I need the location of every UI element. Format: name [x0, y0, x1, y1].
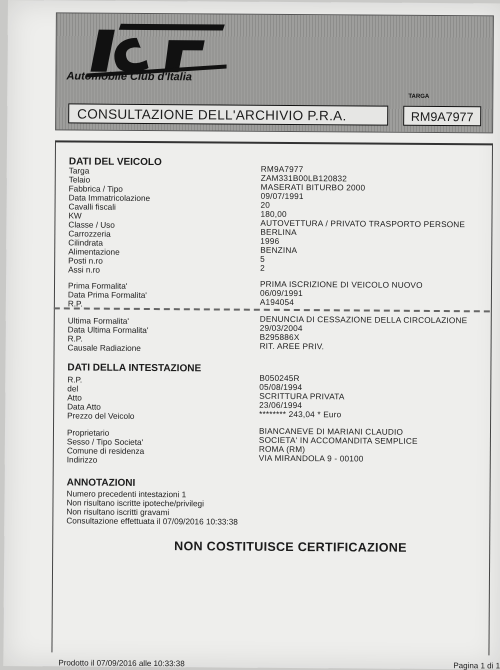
vehicle-section-heading: DATI DEL VEICOLO [68, 156, 162, 169]
field-value: 23/06/1994 [259, 400, 303, 411]
field-label: Prima Formalita' [67, 281, 128, 291]
field-value: B050245R [259, 373, 300, 384]
field-value: ZAM331B00LB120832 [260, 173, 348, 184]
field-value: 20 [260, 200, 271, 210]
field-label: Classe / Uso [68, 220, 115, 230]
field-value: B295886X [259, 332, 300, 343]
field-label: R.P. [67, 334, 83, 344]
field-value: 05/08/1994 [259, 382, 303, 393]
field-value: BENZINA [260, 245, 298, 256]
field-label: Cilindrata [68, 238, 103, 248]
field-label: Data Ultima Formalita' [67, 325, 149, 335]
annotazioni-heading: ANNOTAZIONI [66, 477, 136, 489]
annotation-line: Consultazione effettuata il 07/09/2016 10:33:38 [66, 516, 238, 527]
field-label: Indirizzo [66, 455, 98, 465]
field-value: SOCIETA' IN ACCOMANDITA SEMPLICE [258, 435, 418, 446]
field-value: BERLINA [260, 227, 297, 238]
field-label: Cavalli fiscali [68, 202, 116, 212]
field-value: 06/09/1991 [259, 288, 303, 299]
footer-page-number: Pagina 1 di 1 [453, 661, 500, 670]
field-label: Atto [67, 393, 82, 403]
field-label: Telaio [68, 175, 91, 185]
field-label: Proprietario [66, 428, 110, 438]
field-label: del [67, 384, 79, 394]
footer-timestamp: Prodotto il 07/09/2016 alle 10:33:38 [58, 658, 185, 669]
field-value: ******** 243,04 * Euro [259, 409, 342, 420]
field-value: 29/03/2004 [259, 323, 303, 334]
field-label: Alimentazione [68, 247, 120, 257]
field-value: RIT. AREE PRIV. [259, 341, 325, 352]
field-label: Ultima Formalita' [67, 316, 129, 326]
annotation-line: Numero precedenti intestazioni 1 [66, 489, 187, 500]
field-label: Fabbrica / Tipo [68, 184, 123, 194]
field-label: Targa [68, 166, 90, 176]
field-label: Prezzo del Veicolo [67, 411, 135, 421]
field-label: Assi n.ro [68, 265, 101, 275]
field-value: SCRITTURA PRIVATA [259, 391, 345, 402]
targa-field: RM9A7977 [403, 106, 481, 127]
document-sheet [3, 0, 500, 669]
field-value: 5 [260, 254, 265, 264]
field-value: A194054 [259, 297, 295, 308]
field-value: VIA MIRANDOLA 9 - 00100 [258, 453, 364, 464]
field-value: ROMA (RM) [258, 444, 306, 455]
field-label: Causale Radiazione [67, 343, 141, 353]
field-label: Carrozzeria [68, 229, 111, 239]
field-value: RM9A7977 [260, 164, 304, 175]
certification-notice: NON COSTITUISCE CERTIFICAZIONE [174, 539, 407, 555]
field-value: DENUNCIA DI CESSAZIONE DELLA CIRCOLAZIONE [259, 314, 468, 326]
field-value: MASERATI BITURBO 2000 [260, 182, 366, 193]
field-value: 2 [260, 263, 265, 273]
field-value: BIANCANEVE DI MARIANI CLAUDIO [258, 426, 404, 437]
page-title: CONSULTAZIONE DELL'ARCHIVIO P.R.A. [68, 103, 388, 125]
targa-label: TARGA [408, 93, 430, 100]
field-value: 1996 [260, 236, 280, 246]
logo-caption: Automobile Club d'Italia [66, 70, 192, 84]
annotation-line: Non risultano iscritti gravami [66, 507, 170, 518]
field-value: AUTOVETTURA / PRIVATO TRASPORTO PERSONE [260, 218, 466, 230]
intestazione-section-heading: DATI DELLA INTESTAZIONE [67, 362, 202, 375]
field-label: Comune di residenza [66, 446, 145, 456]
field-label: R.P. [67, 375, 83, 385]
annotation-line: Non risultano iscritte ipoteche/privilegi [66, 498, 204, 509]
field-label: Sesso / Tipo Societa' [66, 437, 144, 447]
field-label: KW [68, 211, 82, 221]
field-label: Data Prima Formalita' [67, 290, 147, 300]
field-label: Data Atto [67, 402, 101, 412]
field-value: 180,00 [260, 209, 287, 219]
field-label: Data Immatricolazione [68, 193, 151, 203]
aci-logo [76, 19, 267, 94]
field-label: R.P. [67, 299, 83, 309]
field-value: 09/07/1991 [260, 191, 304, 202]
header-band [55, 12, 494, 133]
field-value: PRIMA ISCRIZIONE DI VEICOLO NUOVO [259, 279, 423, 290]
field-label: Posti n.ro [68, 256, 103, 266]
